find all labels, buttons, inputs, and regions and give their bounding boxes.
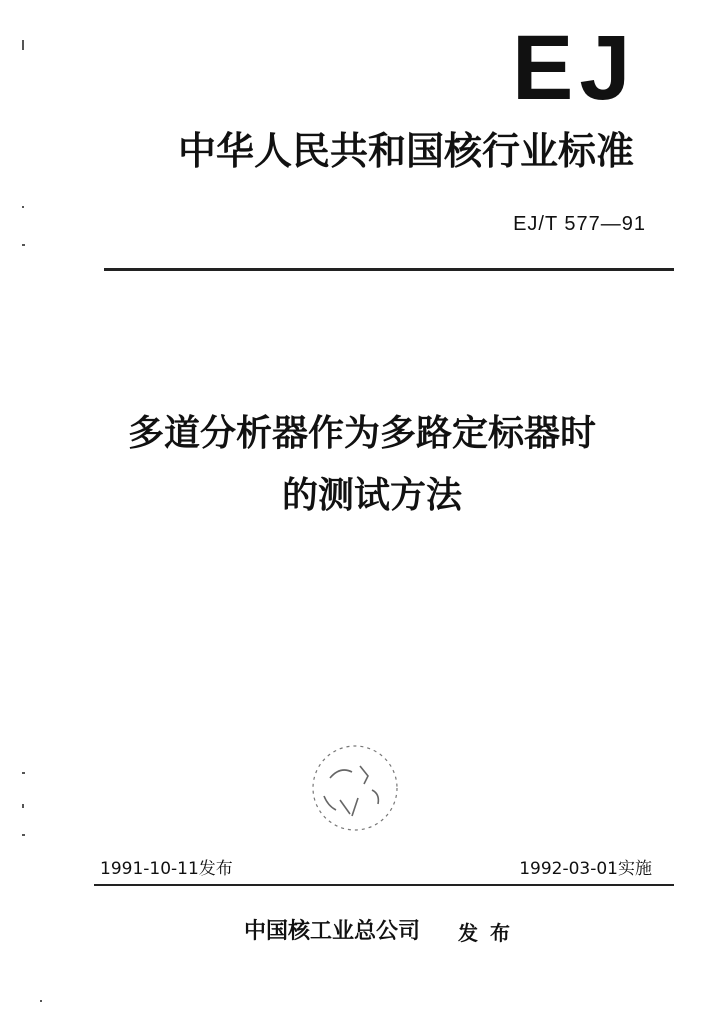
- document-title-line-1: 多道分析器作为多路定标器时: [128, 413, 597, 454]
- scan-speck: [22, 834, 25, 836]
- bottom-divider: [94, 884, 674, 886]
- scan-speck: [40, 1000, 42, 1002]
- publish-label: 发布: [458, 921, 522, 945]
- scan-speck: [22, 244, 25, 246]
- scan-speck: [22, 772, 25, 774]
- effective-date: 1992-03-01实施: [519, 859, 652, 879]
- publisher-name: 中国核工业总公司: [244, 919, 421, 944]
- official-seal-stamp: [300, 738, 410, 838]
- organization-title: 中华人民共和国核行业标准: [178, 129, 635, 173]
- standard-code-logo: EJ: [512, 17, 637, 119]
- document-title-line-2: 的测试方法: [282, 475, 463, 516]
- scan-speck: [22, 206, 24, 208]
- standard-number: EJ/T 577—91: [513, 213, 646, 235]
- scan-speck: [22, 804, 24, 808]
- scan-speck: [22, 40, 24, 50]
- issue-date: 1991-10-11发布: [100, 859, 233, 879]
- top-divider: [104, 268, 674, 271]
